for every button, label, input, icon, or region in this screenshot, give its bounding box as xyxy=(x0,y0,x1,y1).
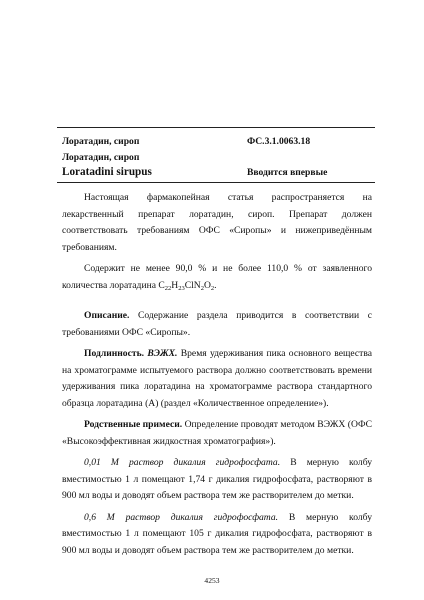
drug-name-ru: Лоратадин, сироп xyxy=(62,136,140,147)
description-label: Описание. xyxy=(84,310,130,321)
monograph-code: ФС.3.1.0063.18 xyxy=(247,136,311,147)
drug-name-latin: Loratadini sirupus xyxy=(62,166,152,178)
header-bottom-rule xyxy=(57,182,375,183)
header-top-rule xyxy=(57,127,375,128)
drug-name-ru-second: Лоратадин, сироп xyxy=(62,152,140,163)
phosphate-solution-001-label: 0,01 М раствор дикалия гидрофосфата. xyxy=(84,457,281,468)
identification-label: Подлинность. xyxy=(84,348,145,359)
identification-method: ВЭЖХ. xyxy=(144,348,178,359)
related-impurities-paragraph: Родственные примеси. Определение проводят методом ВЭЖХ (ОФС «Высокоэффективная жидкостная хроматография»). xyxy=(62,419,372,447)
phosphate-solution-06-paragraph: 0,6 М раствор дикалия гидрофосфата. В мерную колбу вместимостью 1 л помещают 105 г дикалия гидрофосфата, растворяют в 900 мл воды и доводят объем раствора тем же растворителем до метки. xyxy=(62,511,372,556)
identification-paragraph: Подлинность. ВЭЖХ. Время удерживания пика основного вещества на хроматограмме испытуемого раствора должно соответствовать времени удерживания пика лоратадина на хроматограмме раствора стандартного образца лоратадина (А) (раздел «Количественное определение»). xyxy=(62,348,372,409)
introduction-note: Вводится впервые xyxy=(247,167,328,178)
description-paragraph: Описание. Содержание раздела приводится в соответствии с требованиями ОФС «Сиропы». xyxy=(62,310,372,338)
page-number: 4253 xyxy=(204,576,220,585)
phosphate-solution-001-paragraph: 0,01 М раствор дикалия гидрофосфата. В мерную колбу вместимостью 1 л помещают 1,74 г дикалия гидрофосфата, растворяют в 900 мл воды и доводят объем раствора тем же растворителем до метки. xyxy=(62,457,373,501)
monograph-body xyxy=(62,190,372,564)
phosphate-solution-06-label: 0,6 М раствор дикалия гидрофосфата. xyxy=(84,511,279,523)
scope-paragraph: Настоящая фармакопейная статья распространяется на лекарственный препарат лоратадин, сироп. Препарат должен соответствовать требованиям ОФС «Сиропы» и нижеприведённым требованиям. xyxy=(62,192,372,253)
content-paragraph: Содержит не менее 90,0 % и не более 110,0 % от заявленного количества лоратадина $C_{22}H_{23}ClN_2O_2$. xyxy=(62,263,372,292)
related-impurities-label: Родственные примеси. xyxy=(84,419,183,430)
